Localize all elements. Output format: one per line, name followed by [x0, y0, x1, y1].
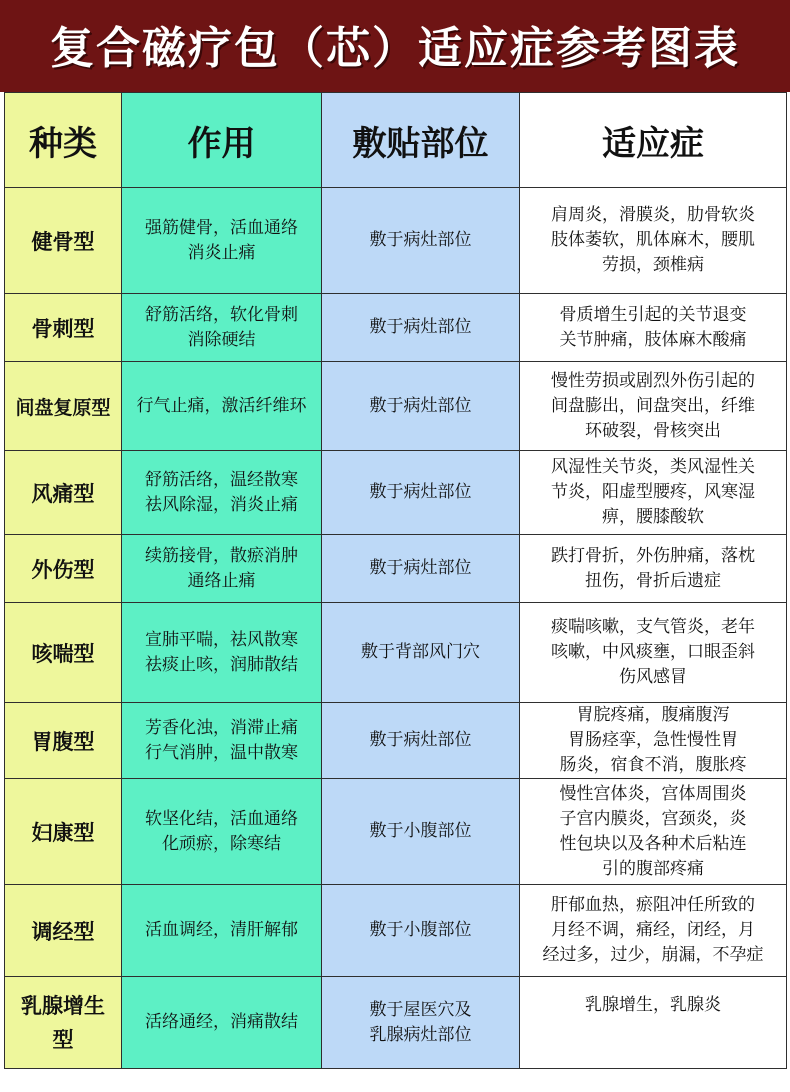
cell-type: 乳腺增生型 — [5, 977, 122, 1069]
cell-type: 调经型 — [5, 885, 122, 977]
cell-effect — [122, 779, 322, 885]
cell-indication-line: 胃脘疼痛，腹痛腹泻 — [576, 705, 730, 725]
cell-indication-line: 间盘膨出，间盘突出，纤维 — [551, 395, 755, 416]
cell-site — [322, 885, 520, 977]
cell-site-line: 敷于病灶部位 — [369, 395, 472, 416]
cell-site — [322, 362, 520, 451]
cell-effect-line: 行气止痛，激活纤维环 — [136, 395, 307, 416]
cell-effect-line: 消除硬结 — [187, 329, 256, 350]
cell-indication-line: 扭伤，骨折后遗症 — [585, 570, 721, 591]
cell-indication — [520, 977, 787, 1069]
cell-effect-line: 宣肺平喘，祛风散寒 — [145, 629, 298, 650]
cell-indication-line: 跌打骨折，外伤肿痛，落枕 — [551, 545, 755, 566]
cell-site — [322, 779, 520, 885]
cell-indication-line: 肢体萎软，肌体麻木，腰肌 — [551, 230, 755, 250]
cell-indication — [520, 294, 787, 362]
cell-indication — [520, 703, 787, 779]
page-title: 复合磁疗包（芯）适应症参考图表 — [50, 23, 740, 74]
cell-type: 风痛型 — [5, 451, 122, 535]
table-row — [5, 535, 787, 603]
cell-indication-line: 痹，腰膝酸软 — [602, 507, 704, 527]
cell-type: 外伤型 — [5, 535, 122, 603]
cell-indication-line: 胃肠痉挛，急性慢性胃 — [568, 730, 738, 750]
cell-effect — [122, 362, 322, 451]
cell-effect-line: 芳香化浊，消滞止痛 — [145, 717, 298, 738]
cell-effect-line: 舒筋活络，软化骨刺 — [145, 304, 298, 325]
cell-indication-line: 环破裂，骨核突出 — [585, 420, 721, 441]
cell-effect — [122, 451, 322, 535]
cell-indication-line: 痰喘咳嗽，支气管炎，老年 — [551, 617, 755, 637]
cell-effect — [122, 603, 322, 703]
cell-effect — [122, 703, 322, 779]
cell-site — [322, 294, 520, 362]
cell-effect — [122, 294, 322, 362]
table-row — [5, 779, 787, 885]
cell-effect — [122, 535, 322, 603]
cell-indication-line: 骨质增生引起的关节退变 — [559, 304, 747, 325]
table-row — [5, 294, 787, 362]
cell-effect-line: 活血调经，清肝解郁 — [145, 920, 298, 940]
cell-indication-line: 慢性劳损或剧烈外伤引起的 — [551, 370, 755, 391]
cell-effect-line: 活络通经，消痛散结 — [145, 1012, 298, 1032]
cell-indication — [520, 535, 787, 603]
cell-indication-line: 风湿性关节炎，类风湿性关 — [551, 457, 755, 477]
cell-site-line: 敷于小腹部位 — [369, 920, 472, 940]
cell-indication-line: 肩周炎，滑膜炎，肋骨软炎 — [551, 205, 755, 225]
table-row — [5, 703, 787, 779]
cell-site — [322, 703, 520, 779]
cell-indication-line: 肠炎，宿食不消，腹胀疼 — [559, 755, 747, 775]
cell-indication-line: 月经不调，痛经，闭经，月 — [551, 920, 755, 940]
cell-site-line: 敷于病灶部位 — [369, 558, 472, 578]
cell-indication-line: 慢性宫体炎，宫体周围炎 — [559, 783, 747, 804]
cell-indication-line: 关节肿痛，肢体麻木酸痛 — [559, 329, 747, 350]
cell-effect-line: 行气消肿，温中散寒 — [145, 742, 298, 763]
cell-site — [322, 451, 520, 535]
table-row — [5, 885, 787, 977]
cell-effect-line: 化顽瘀，除寒结 — [162, 833, 281, 854]
cell-effect-line: 祛痰止咳，润肺散结 — [145, 654, 298, 675]
cell-type: 咳喘型 — [5, 603, 122, 703]
cell-effect — [122, 977, 322, 1069]
table-row — [5, 362, 787, 451]
cell-site-line: 乳腺病灶部位 — [369, 1024, 472, 1045]
cell-indication-line: 引的腹部疼痛 — [602, 858, 704, 879]
cell-indication — [520, 188, 787, 294]
cell-indication-line: 肝郁血热，瘀阻冲任所致的 — [551, 895, 755, 915]
cell-site-line: 敷于病灶部位 — [369, 230, 472, 250]
cell-effect-line: 强筋健骨，活血通络 — [145, 217, 298, 238]
cell-indication — [520, 451, 787, 535]
cell-effect-line: 舒筋活络，温经散寒 — [145, 469, 298, 490]
cell-effect-line: 通络止痛 — [187, 570, 256, 591]
cell-effect-line: 续筋接骨，散瘀消肿 — [145, 545, 298, 566]
cell-effect — [122, 885, 322, 977]
cell-indication-line: 咳嗽，中风痰壅，口眼歪斜 — [551, 642, 755, 662]
indication-table — [4, 92, 787, 1069]
cell-site-line: 敷于背部风门穴 — [361, 642, 480, 662]
header-site: 敷贴部位 — [322, 93, 520, 188]
table-row — [5, 977, 787, 1069]
cell-indication — [520, 603, 787, 703]
cell-indication-line: 伤风感冒 — [619, 667, 687, 687]
cell-site-line: 敷于屋医穴及 — [369, 999, 472, 1020]
cell-effect — [122, 188, 322, 294]
cell-type: 健骨型 — [5, 188, 122, 294]
title-banner — [0, 0, 790, 92]
cell-effect-line: 祛风除湿，消炎止痛 — [145, 494, 298, 515]
cell-effect-line: 软坚化结，活血通络 — [145, 808, 298, 829]
header-row — [5, 93, 787, 188]
cell-indication-line: 子宫内膜炎，宫颈炎，炎 — [559, 808, 747, 829]
cell-type: 妇康型 — [5, 779, 122, 885]
cell-indication — [520, 362, 787, 451]
table-row — [5, 188, 787, 294]
cell-site — [322, 535, 520, 603]
cell-indication-line: 劳损，颈椎病 — [602, 255, 704, 275]
cell-site-line: 敷于小腹部位 — [369, 821, 472, 841]
cell-type: 骨刺型 — [5, 294, 122, 362]
table-row — [5, 451, 787, 535]
cell-indication-line: 性包块以及各种术后粘连 — [559, 833, 747, 854]
cell-site — [322, 977, 520, 1069]
table-row — [5, 603, 787, 703]
cell-effect-line: 消炎止痛 — [187, 242, 256, 263]
cell-indication — [520, 885, 787, 977]
cell-site — [322, 603, 520, 703]
cell-site-line: 敷于病灶部位 — [369, 730, 472, 750]
cell-indication-line: 乳腺增生，乳腺炎 — [585, 995, 721, 1015]
header-effect: 作用 — [122, 93, 322, 188]
cell-indication-line: 节炎，阳虚型腰疼，风寒湿 — [551, 482, 755, 502]
cell-indication — [520, 779, 787, 885]
cell-type: 间盘复原型 — [5, 362, 122, 451]
cell-indication-line: 经过多，过少，崩漏，不孕症 — [542, 945, 764, 965]
table-body — [5, 188, 787, 1069]
cell-site-line: 敷于病灶部位 — [369, 317, 472, 337]
header-type: 种类 — [5, 93, 122, 188]
cell-type: 胃腹型 — [5, 703, 122, 779]
cell-site — [322, 188, 520, 294]
header-indication: 适应症 — [520, 93, 787, 188]
cell-site-line: 敷于病灶部位 — [369, 482, 472, 502]
